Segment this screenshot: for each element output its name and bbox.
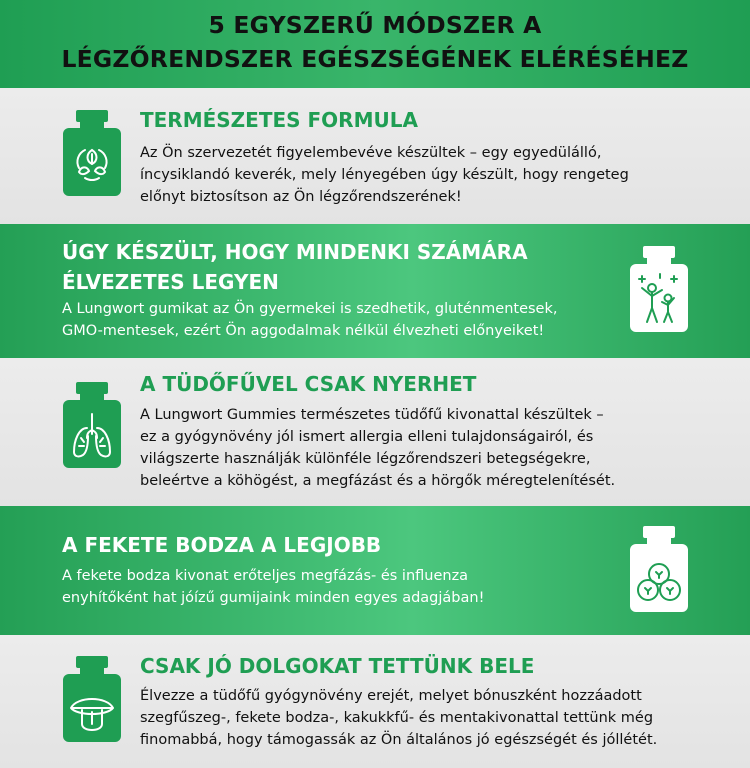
section-lungwort <box>0 358 750 506</box>
header-banner <box>0 0 750 88</box>
section-body: A Lungwort gumikat az Ön gyermekei is szedhetik, gluténmentesek, GMO-mentesek, ezért Ön aggodalmak nélkül élvezheti előnyeiket! <box>62 301 558 339</box>
section-body: Az Ön szervezetét figyelembevéve készültek – egy egyedülálló, íncysiklandó keverék, mely lényegében úgy készült, hogy rengeteg előnyt biztosítson az Ön légzőrendszerének! <box>140 145 629 205</box>
section-title: TERMÉSZETES FORMULA <box>140 108 418 132</box>
section-title: CSAK JÓ DOLGOKAT TETTÜNK BELE <box>140 654 535 678</box>
leaf-recycle-icon <box>63 110 121 196</box>
page-title-line-2: LÉGZŐRENDSZER EGÉSZSÉGÉNEK ELÉRÉSÉHEZ <box>61 45 689 73</box>
section-enjoyable-for-everyone <box>0 224 750 358</box>
section-black-elderberry <box>0 506 750 635</box>
section-title: A TÜDŐFŰVEL CSAK NYERHET <box>140 372 477 396</box>
page-title-line-1: 5 EGYSZERŰ MÓDSZER A <box>208 11 542 39</box>
section-body: A fekete bodza kivonat erőteljes megfázás- és influenza enyhítőként hat jóízű gumijaink minden egyes adagjában! <box>62 568 485 606</box>
section-title: ÚGY KÉSZÜLT, HOGY MINDENKI SZÁMÁRA ÉLVEZETES LEGYEN <box>62 240 528 294</box>
page-title <box>0 8 750 76</box>
section-title: A FEKETE BODZA A LEGJOBB <box>62 533 382 557</box>
section-only-good-things <box>0 635 750 768</box>
tongue-icon <box>63 656 121 742</box>
section-body: A Lungwort Gummies természetes tüdőfű kivonattal készültek – ez a gyógynövény jól ismert allergia elleni tulajdonságairól, és világszerte használják különféle légzőrendszeri betegségekre, beleértve a köhögést, a megfázást és a hörgők méregtelenítését. <box>140 407 616 489</box>
family-icon <box>630 246 688 332</box>
lungs-icon <box>63 382 121 468</box>
section-natural-formula <box>0 88 750 224</box>
berries-icon <box>630 526 688 612</box>
section-body: Élvezze a tüdőfű gyógynövény erejét, melyet bónuszként hozzáadott szegfűszeg-, fekete bodza-, kakukkfű- és mentakivonattal tettünk még finomabbá, hogy támogassák az Ön általános jó egészségét és jóllétét. <box>140 688 658 748</box>
